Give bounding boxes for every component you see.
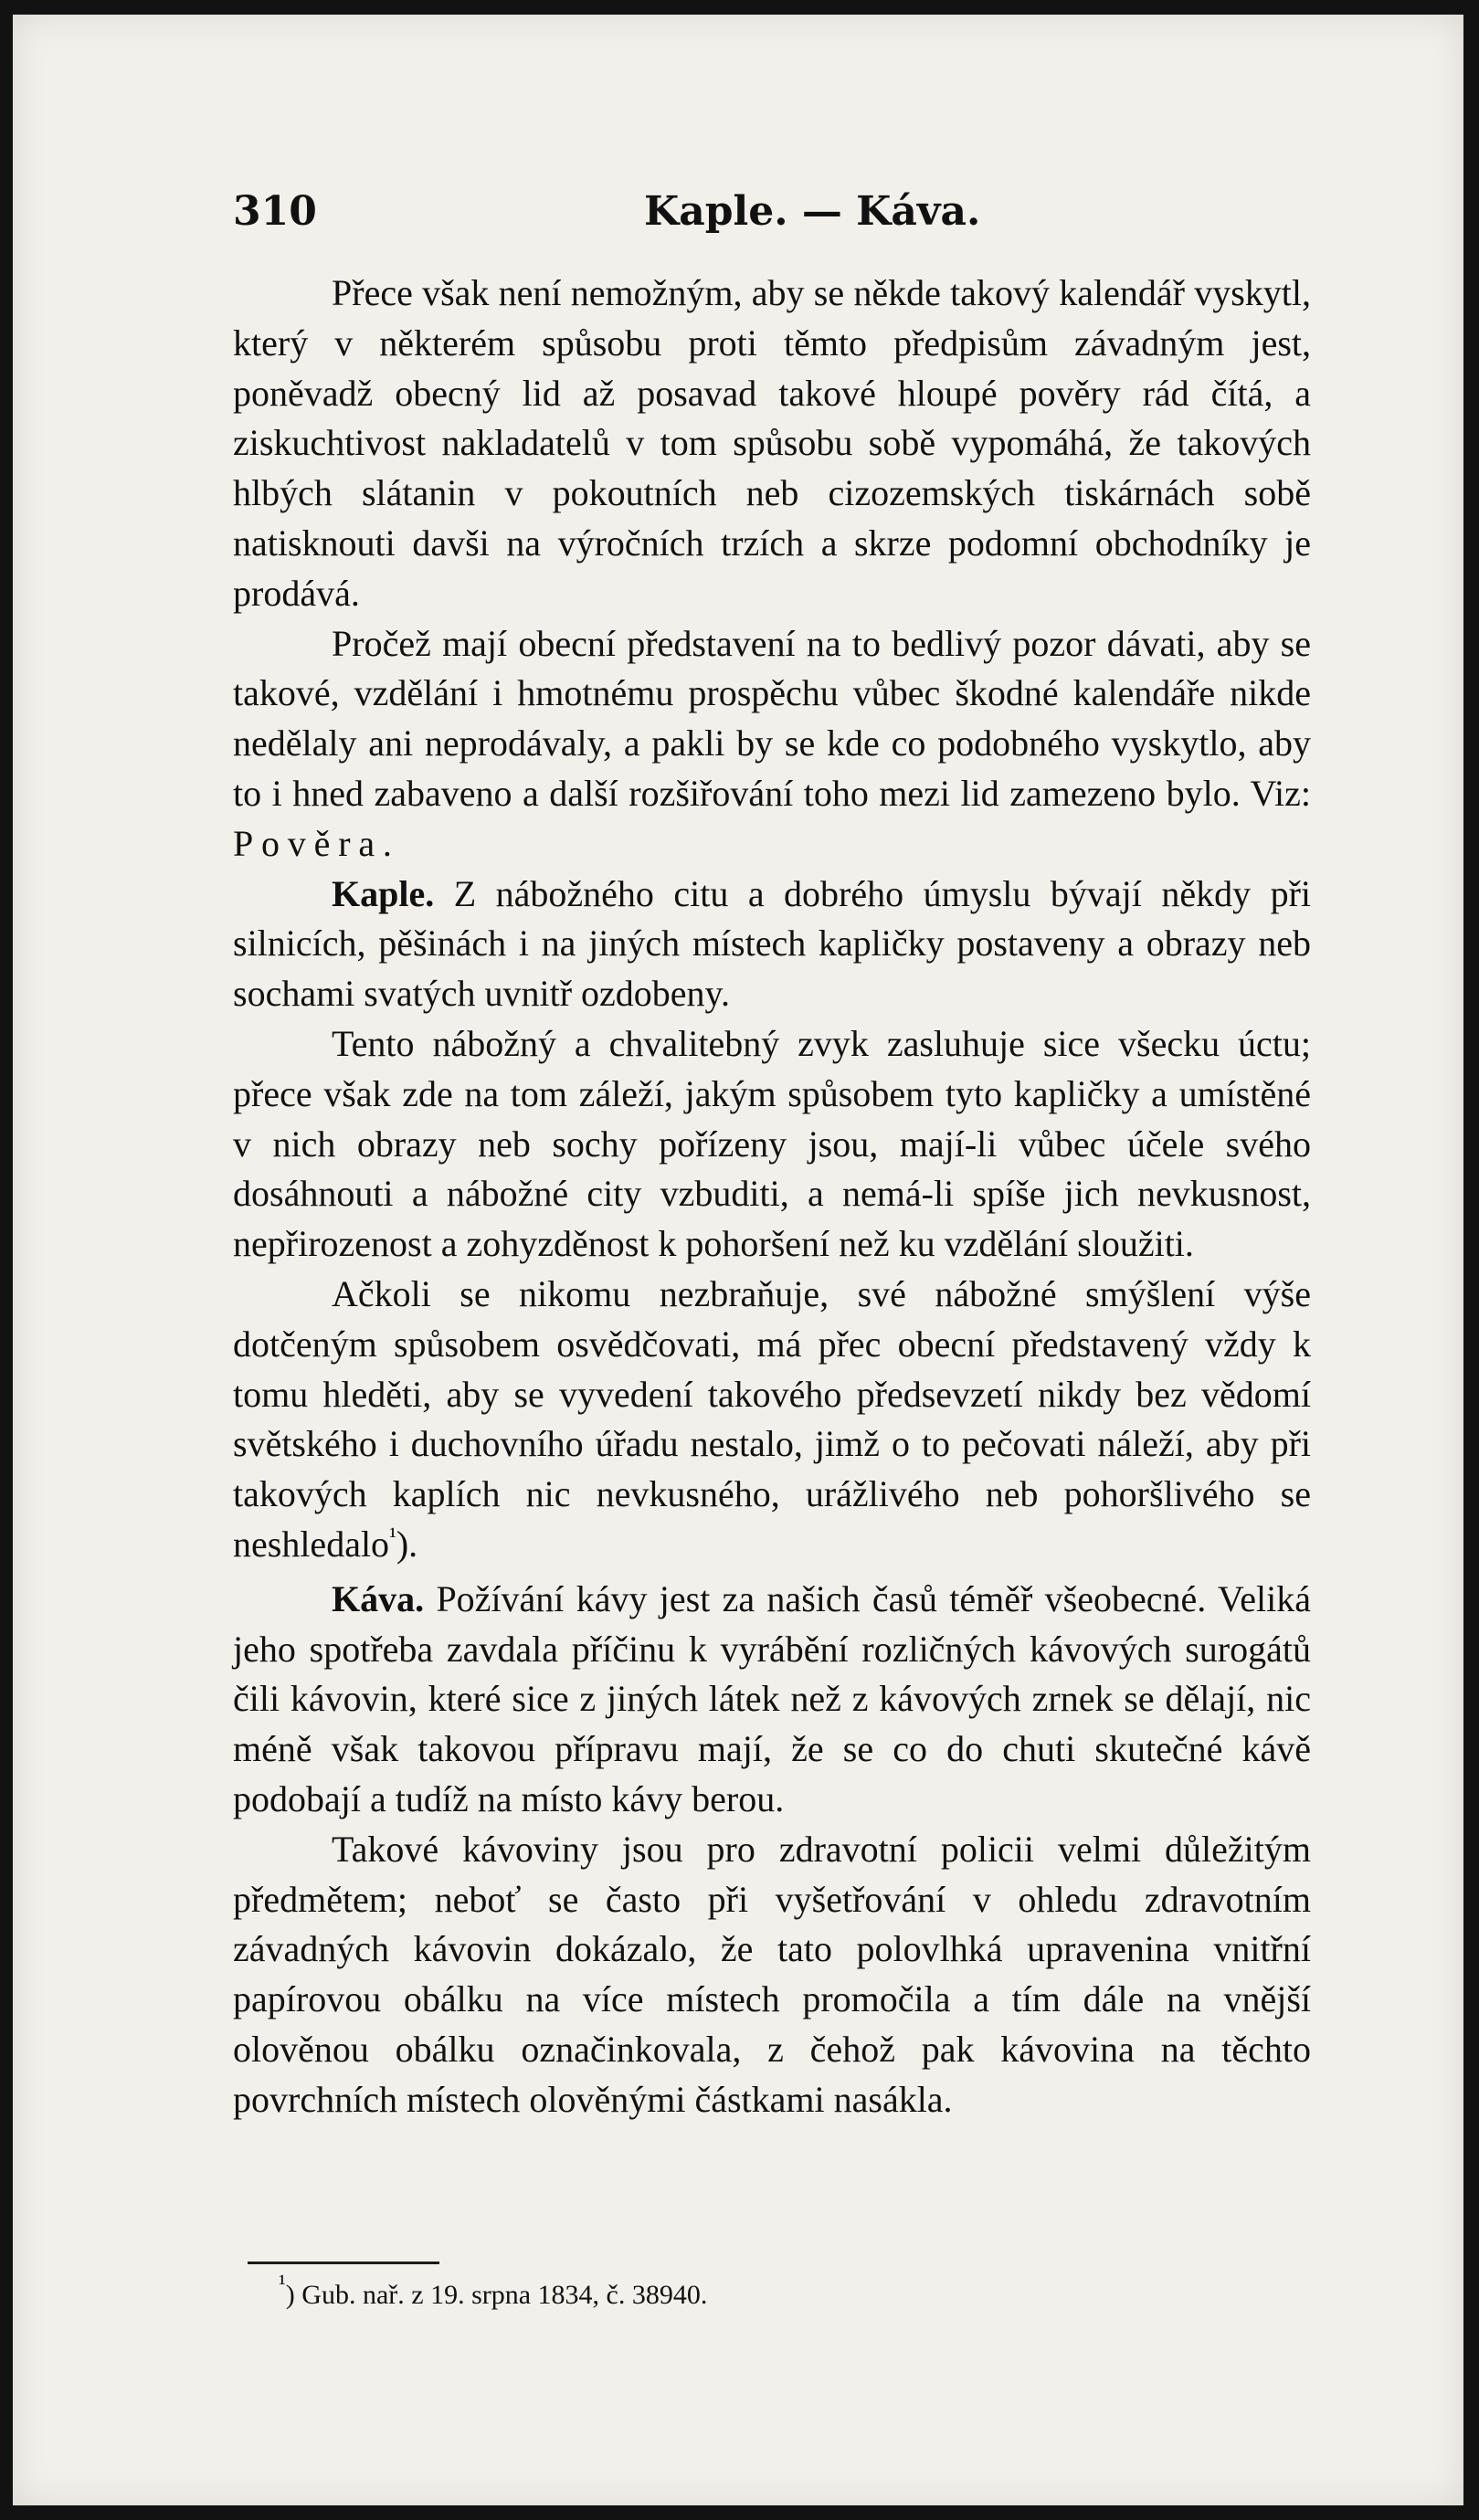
entry-kaple	[233, 870, 1311, 1019]
paragraph-kaple-2: Tento nábožný a chvalitebný zvyk zasluhuje sice všecku úctu; přece však zde na tom záleží, jakým spůsobem tyto kapličky a umístěné v nich obrazy neb sochy pořízeny jsou, mají-li vůbec účele svého dosáhnouti a nábožné city vzbuditi, a nemá-li spíše jich nevkusnost, nepřirozenost a zohyzděnost k pohoršení než ku vzdělání sloužiti.	[233, 1022, 1311, 1265]
see-also-reference: Pověra.	[233, 822, 400, 864]
page-number: 310	[233, 188, 317, 235]
footnote	[279, 2268, 1101, 2324]
paragraph-kaple-3	[233, 1270, 1311, 1575]
paragraph-calendar-2-text: Pročež mají obecní představení na to bedlivý pozor dávati, aby se takové, vzdělání i hmotnému prospěchu vůbec škodné kalendáře nikde nedělaly ani neprodávaly, a pakli by se kde co podobného vyskytlo, aby to i hned zabaveno a další rozšiřování toho mezi lid zamezeno bylo. Viz:	[233, 622, 1311, 814]
paragraph-kaple-3-text: Ačkoli se nikomu nezbraňuje, své nábožné smýšlení výše dotčeným spůsobem osvědčovati, má přec obecní představený vždy k tomu hleděti, aby se vyvedení takového předsevzetí nikdy bez vědomí světského i duchovního úřadu nestalo, jimž o to pečovati náleží, aby při takových kaplích nic nevkusného, urážlivého neb pohoršlivého se neshledalo	[233, 1272, 1311, 1565]
paragraph-kava-2: Takové kávoviny jsou pro zdravotní policii velmi důležitým předmětem; neboť se často při vyšetřování v ohledu zdravotním závadných kávovin dokázalo, že tato polovlhká upravenina vnitřní papírovou obálku na více místech promočila a tím dále na vnější olověnou obálku označinkovala, z čehož pak kávovina na těchto povrchních místech olověnými částkami nasákla.	[233, 1828, 1311, 2120]
book-page	[13, 15, 1463, 2505]
paragraph-kaple-3-end: ).	[396, 1523, 418, 1565]
entry-kava	[233, 1575, 1311, 1825]
page-header	[233, 179, 1311, 243]
running-head: Kaple. — Káva.	[644, 188, 981, 235]
paragraph-calendar-2	[233, 619, 1311, 870]
body-text	[233, 269, 1311, 2125]
entry-kava-text: Požívání kávy jest za našich časů téměř všeobecné. Veliká jeho spotřeba zavdala příčinu k vyrábění rozličných kávových surogátů čili kávovin, které sice z jiných látek než z kávových zrnek se dělají, nic méně však takovou přípravu mají, že se co do chuti skutečné kávě podobají a tudíž na místo kávy berou.	[233, 1577, 1312, 1819]
paragraph-calendar-1: Přece však není nemožným, aby se někde takový kalendář vyskytl, který v některém spůsobu proti těmto předpisům závadným jest, poněvadž obecný lid až posavad takové hloupé pověry rád čítá, a ziskuchtivost nakladatelů v tom spůsobu sobě vypomáhá, že takových hlbých slátanin v pokoutních neb cizozemských tiskárnách sobě natisknouti davši na výročních trzích a skrze podomní obchodníky je prodává.	[233, 272, 1311, 614]
entry-term-kava: Káva.	[332, 1577, 425, 1619]
footnote-divider	[248, 2262, 439, 2264]
footnote-marker: ¹	[389, 1522, 396, 1549]
footnote-text: ) Gub. nař. z 19. srpna 1834, č. 38940.	[285, 2280, 708, 2310]
entry-kaple-text: Z nábožného citu a dobrého úmyslu bývají někdy při silnicích, pěšinách i na jiných místech kapličky postaveny a obrazy neb sochami svatých uvnitř ozdobeny.	[233, 872, 1312, 1015]
entry-term-kaple: Kaple.	[332, 872, 435, 914]
footnote-marker-bottom: ¹	[279, 2270, 286, 2296]
